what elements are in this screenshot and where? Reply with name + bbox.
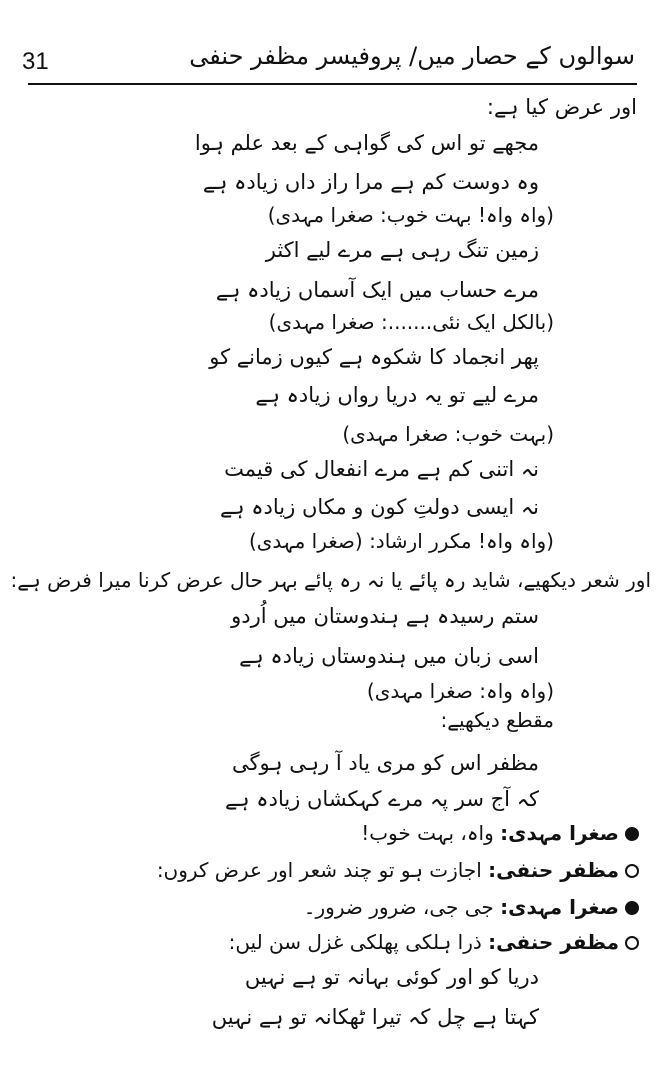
speaker-name: مظفر حنفی:	[488, 858, 619, 882]
attribution-line: (واہ واہ! مکرر ارشاد: (صغرا مہدی)	[248, 529, 554, 553]
interview-line	[304, 892, 639, 922]
attribution-line: (واہ واہ! بہت خوب: صغرا مہدی)	[267, 203, 554, 227]
ring-bullet-icon	[625, 936, 639, 950]
interview-line	[229, 927, 639, 957]
speaker-name: صغرا مہدی:	[500, 821, 619, 845]
speaker-name: مظفر حنفی:	[488, 930, 619, 954]
verse-line: زمین تنگ رہی ہے مرے لیے اکثر	[265, 238, 539, 262]
verse-line: وہ دوست کم ہے مرا راز داں زیادہ ہے	[202, 170, 539, 194]
speech-text: ذرا ہلکی پھلکی غزل سن لیں:	[228, 930, 482, 954]
speech-text: جی جی، ضرور ضرور۔	[303, 895, 494, 919]
verse-line: مجھے تو اس کی گواہی کے بعد علم ہوا	[194, 131, 539, 155]
interview-line	[157, 855, 639, 885]
verse-line: مظفر اس کو مری یاد آ رہی ہوگی	[231, 751, 539, 775]
verse-line: مرے حساب میں ایک آسماں زیادہ ہے	[215, 278, 539, 302]
interview-line	[361, 818, 639, 848]
verse-line: پھر انجماد کا شکوہ ہے کیوں زمانے کو	[209, 345, 539, 369]
prose-line: اور شعر دیکھیے، شاید رہ پائے یا نہ رہ پائے بہر حال عرض کرنا میرا فرض ہے:	[10, 568, 651, 592]
attribution-line: (واہ واہ: صغرا مہدی)	[366, 679, 554, 703]
attribution-line: (بالکل ایک نئی.......: صغرا مہدی)	[268, 310, 554, 334]
verse-line: اسی زبان میں ہندوستاں زیادہ ہے	[239, 644, 539, 668]
prose-line: اور عرض کیا ہے:	[486, 95, 637, 119]
verse-line: کہ آج سر پہ مرے کہکشاں زیادہ ہے	[225, 787, 539, 811]
filled-bullet-icon	[625, 827, 639, 841]
verse-line: نہ اتنی کم ہے مرے انفعال کی قیمت	[224, 457, 539, 481]
header-rule	[28, 83, 637, 85]
speaker-name: صغرا مہدی:	[500, 895, 619, 919]
speech-text: اجازت ہو تو چند شعر اور عرض کروں:	[156, 858, 482, 882]
ring-bullet-icon	[625, 864, 639, 878]
attribution-line: (بہت خوب: صغرا مہدی)	[342, 422, 554, 446]
verse-line: مرے لیے تو یہ دریا رواں زیادہ ہے	[255, 383, 539, 407]
verse-line: کہتا ہے چل کہ تیرا ٹھکانہ تو ہے نہیں	[211, 1005, 539, 1029]
attribution-line: مقطع دیکھیے:	[440, 708, 554, 732]
verse-line: ستم رسیدہ ہے ہندوستان میں اُردو	[231, 604, 539, 628]
filled-bullet-icon	[625, 901, 639, 915]
page-number: 31	[22, 48, 49, 75]
running-title: سوالوں کے حصار میں/ پروفیسر مظفر حنفی	[189, 42, 635, 70]
verse-line: دریا کو اور کوئی بہانہ تو ہے نہیں	[244, 965, 539, 989]
speech-text: واہ، بہت خوب!	[361, 821, 494, 845]
verse-line: نہ ایسی دولتِ کون و مکاں زیادہ ہے	[219, 495, 539, 519]
